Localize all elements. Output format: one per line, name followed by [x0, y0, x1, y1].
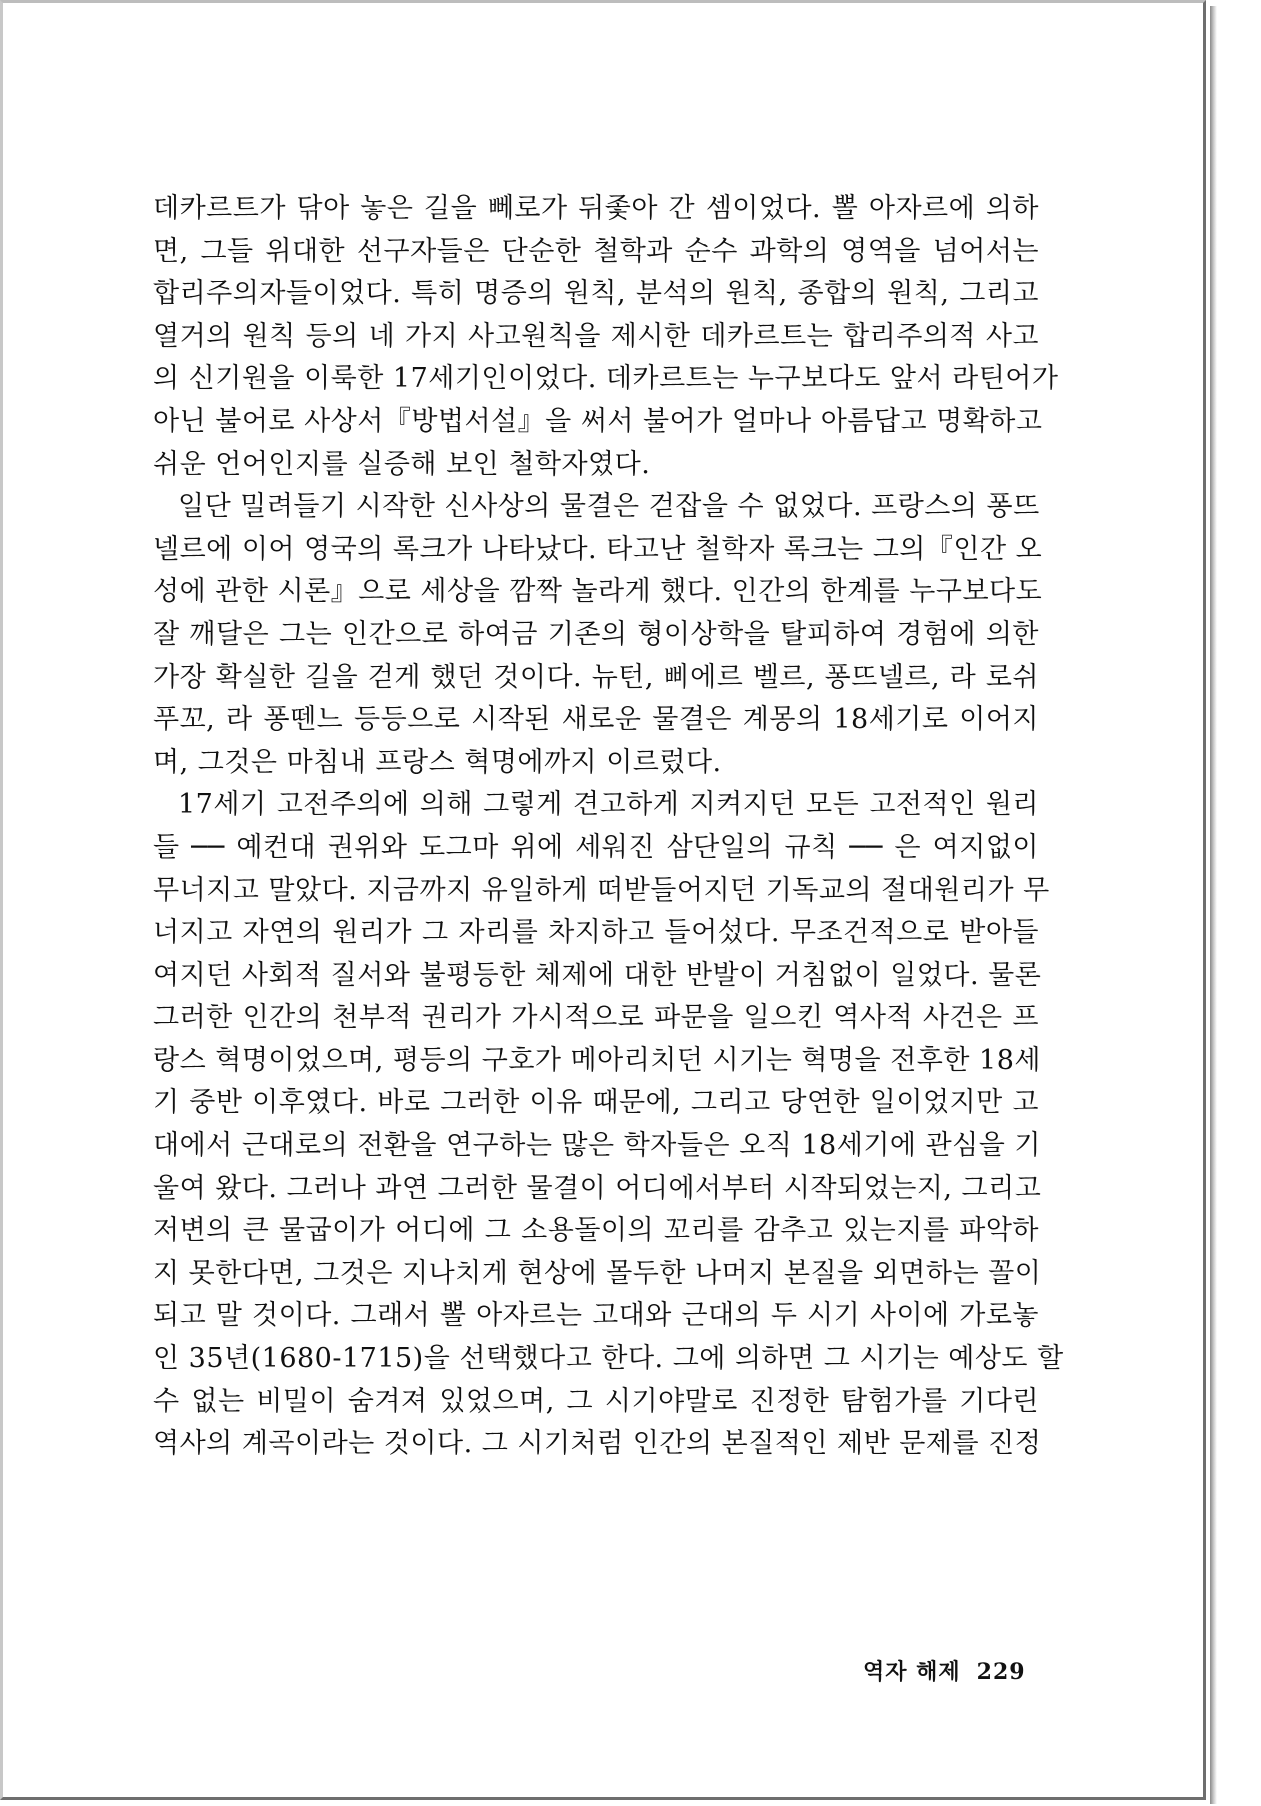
- text-line: 넬르에 이어 영국의 록크가 나타났다. 타고난 철학자 록크는 그의『인간 오: [153, 533, 1043, 565]
- text-line: 일단 밀려들기 시작한 신사상의 물결은 걷잡을 수 없었다. 프랑스의 퐁뜨: [178, 491, 1040, 523]
- page-number: 229: [976, 1659, 1026, 1685]
- text-line: 인 35년(1680-1715)을 선택했다고 한다. 그에 의하면 그 시기는 예상도 할: [153, 1343, 1064, 1375]
- text-line: 너지고 자연의 원리가 그 자리를 차지하고 들어섰다. 무조건적으로 받아들: [153, 917, 1039, 949]
- text-line: 며, 그것은 마침내 프랑스 혁명에까지 이르렀다.: [153, 746, 722, 778]
- text-line: 성에 관한 시론』으로 세상을 깜짝 놀라게 했다. 인간의 한계를 누구보다도: [153, 576, 1043, 608]
- text-line: 무너지고 말았다. 지금까지 유일하게 떠받들어지던 기독교의 절대원리가 무: [153, 874, 1050, 906]
- text-line: 역사의 계곡이라는 것이다. 그 시기처럼 인간의 본질적인 제반 문제를 진정: [153, 1428, 1042, 1460]
- text-line: 대에서 근대로의 전환을 연구하는 많은 학자들은 오직 18세기에 관심을 기: [153, 1130, 1041, 1162]
- text-line: 들 ── 예컨대 권위와 도그마 위에 세워진 삼단일의 규칙 ── 은 여지없이: [153, 831, 1039, 863]
- text-line: 잘 깨달은 그는 인간으로 하여금 기존의 형이상학을 탈피하여 경험에 의한: [153, 618, 1039, 650]
- text-line: 면, 그들 위대한 선구자들은 단순한 철학과 순수 과학의 영역을 넘어서는: [153, 235, 1039, 267]
- text-line: 수 없는 비밀이 숨겨져 있었으며, 그 시기야말로 진정한 탐험가를 기다린: [153, 1385, 1039, 1417]
- page-edge-shadow: [1210, 6, 1217, 1804]
- text-line: 17세기 고전주의에 의해 그렇게 견고하게 지켜지던 모든 고전적인 원리: [178, 789, 1039, 821]
- text-line: 울여 왔다. 그러나 과연 그러한 물결이 어디에서부터 시작되었는지, 그리고: [153, 1172, 1042, 1204]
- text-line: 저변의 큰 물굽이가 어디에 그 소용돌이의 꼬리를 감추고 있는지를 파악하: [153, 1215, 1039, 1247]
- text-line: 지 못한다면, 그것은 지나치게 현상에 몰두한 나머지 본질을 외면하는 꼴이: [153, 1257, 1042, 1289]
- text-line: 아닌 불어로 사상서『방법서설』을 써서 불어가 얼마나 아름답고 명확하고: [153, 405, 1043, 437]
- text-line: 푸꼬, 라 퐁뗀느 등등으로 시작된 새로운 물결은 계몽의 18세기로 이어지: [153, 704, 1039, 736]
- text-line: 데카르트가 닦아 놓은 길을 뻬로가 뒤좇아 간 셈이었다. 뽈 아자르에 의하: [153, 193, 1039, 224]
- body-text: [153, 188, 1064, 1466]
- text-line: 랑스 혁명이었으며, 평등의 구호가 메아리치던 시기는 혁명을 전후한 18세: [153, 1044, 1041, 1076]
- running-footer-title: 역자 해제: [863, 1659, 961, 1685]
- text-line: 가장 확실한 길을 걷게 했던 것이다. 뉴턴, 삐에르 벨르, 퐁뜨넬르, 라 로쉬: [153, 661, 1039, 693]
- text-line: 그러한 인간의 천부적 권리가 가시적으로 파문을 일으킨 역사적 사건은 프: [153, 1002, 1039, 1034]
- text-line: 쉬운 언어인지를 실증해 보인 철학자였다.: [153, 448, 651, 480]
- text-line: 열거의 원칙 등의 네 가지 사고원칙을 제시한 데카르트는 합리주의적 사고: [153, 320, 1039, 352]
- text-line: 의 신기원을 이룩한 17세기인이었다. 데카르트는 누구보다도 앞서 라틴어가: [153, 363, 1059, 395]
- page-footer: [863, 1655, 1042, 1686]
- text-line: 기 중반 이후였다. 바로 그러한 이유 때문에, 그리고 당연한 일이었지만 고: [153, 1087, 1039, 1119]
- text-line: 되고 말 것이다. 그래서 뽈 아자르는 고대와 근대의 두 시기 사이에 가로놓: [153, 1300, 1039, 1332]
- text-line: 합리주의자들이었다. 특히 명증의 원칙, 분석의 원칙, 종합의 원칙, 그리고: [153, 278, 1039, 310]
- text-line: 여지던 사회적 질서와 불평등한 체제에 대한 반발이 거침없이 일었다. 물론: [153, 959, 1042, 991]
